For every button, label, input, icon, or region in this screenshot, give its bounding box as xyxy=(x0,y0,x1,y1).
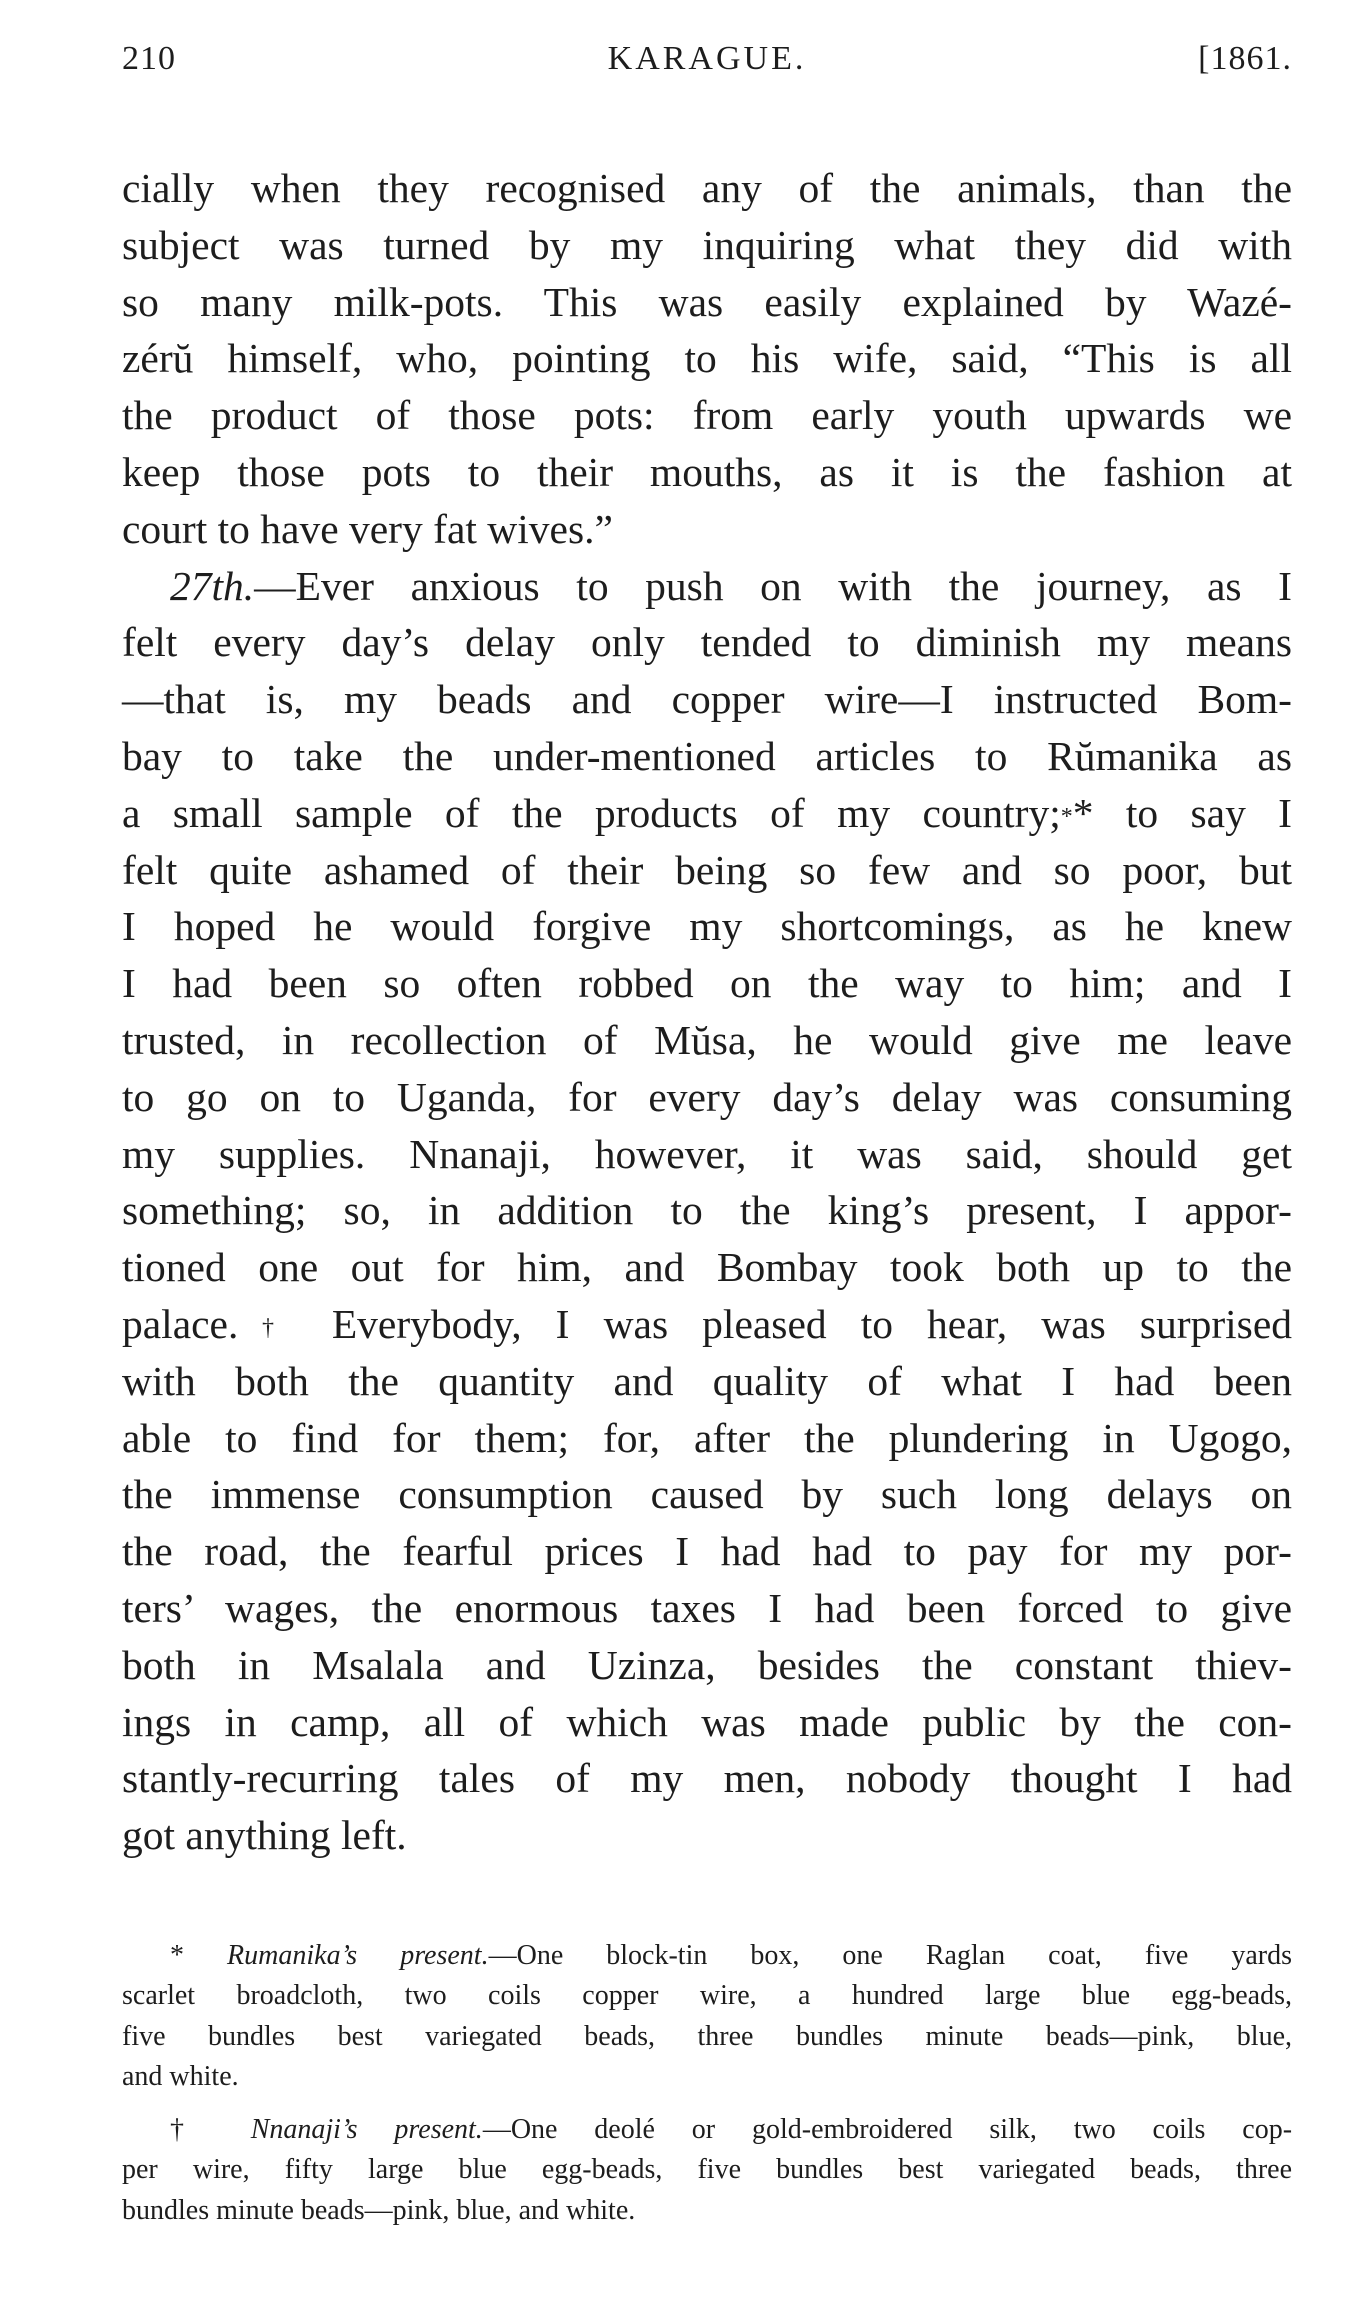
text-line: trusted, in recollection of Mŭsa, he would give me leave xyxy=(122,1016,1292,1063)
text-segment: palace. xyxy=(122,1300,239,1347)
text-line: subject was turned by my inquiring what they did with xyxy=(122,221,1292,268)
footnote-gap xyxy=(122,2098,1292,2110)
text-line: court to have very fat wives.” xyxy=(122,505,613,552)
text-line: so many milk-pots. This was easily explained by Wazé- xyxy=(122,278,1292,325)
text-line: —that is, my beads and copper wire—I instructed Bom- xyxy=(122,676,1292,723)
footnote-line: scarlet broadcloth, two coils copper wire, a hundred large blue egg-beads, xyxy=(122,1980,1292,2012)
footnote-mark: * xyxy=(170,1939,184,1971)
text-line xyxy=(122,558,1292,615)
footnote-text: —One block-tin box, one Raglan coat, five yards xyxy=(488,1939,1293,1971)
entry-date: 27th. xyxy=(170,562,255,609)
text-line: I hoped he would forgive my shortcomings, as he knew xyxy=(122,903,1292,950)
footnote-line xyxy=(122,2110,1292,2151)
text-line: to go on to Uganda, for every day’s delay was consuming xyxy=(122,1073,1292,1120)
footnote-ref-dagger: † xyxy=(238,1314,298,1341)
footnote-line xyxy=(122,1936,1292,1977)
body-text xyxy=(122,160,1292,1864)
text-line: felt every day’s delay only tended to diminish my means xyxy=(122,619,1292,666)
text-line xyxy=(122,1296,1292,1353)
dated-entry-line: 27th.—Ever anxious to push on with the journey, as I xyxy=(170,562,1292,609)
text-line: both in Msalala and Uzinza, besides the constant thiev- xyxy=(122,1641,1292,1688)
footnote-title: Rumanika’s present. xyxy=(227,1939,489,1971)
footnote-title: Nnanaji’s present. xyxy=(250,2113,483,2145)
running-year: [1861. xyxy=(1198,40,1292,77)
text-line: the immense consumption caused by such long delays on xyxy=(122,1471,1292,1518)
running-title: KARAGUE. xyxy=(607,40,807,77)
text-line xyxy=(122,785,1292,842)
text-segment: * to say I xyxy=(1072,789,1293,836)
text-line: I had been so often robbed on the way to him; and I xyxy=(122,960,1292,1007)
text-line: got anything left. xyxy=(122,1812,407,1859)
text-line: ters’ wages, the enormous taxes I had been forced to give xyxy=(122,1584,1292,1631)
footnote-1 xyxy=(122,1936,1292,2098)
paragraph-1 xyxy=(122,160,1292,558)
text-line: zérŭ himself, who, pointing to his wife, said, “This is all xyxy=(122,335,1292,382)
text-segment: Everybody, I was pleased to hear, was surprised xyxy=(297,1300,1293,1347)
text-line: able to find for them; for, after the plundering in Ugogo, xyxy=(122,1414,1292,1461)
text-line: something; so, in addition to the king’s present, I appor- xyxy=(122,1187,1292,1234)
text-line: my supplies. Nnanaji, however, it was said, should get xyxy=(122,1130,1292,1177)
footnote-ref-star: * xyxy=(1060,803,1073,830)
footnote-line: bundles minute beads—pink, blue, and white. xyxy=(122,2194,636,2226)
footnotes xyxy=(122,1936,1292,2232)
text-line: tioned one out for him, and Bombay took both up to the xyxy=(122,1244,1292,1291)
footnote-text: —One deolé or gold-embroidered silk, two coils cop- xyxy=(482,2113,1293,2145)
book-page xyxy=(122,40,1292,2231)
footnote-line: five bundles best variegated beads, three bundles minute beads—pink, blue, xyxy=(122,2020,1292,2052)
text-line: ings in camp, all of which was made public by the con- xyxy=(122,1698,1292,1745)
text-line: the product of those pots: from early youth upwards we xyxy=(122,392,1292,439)
running-head xyxy=(122,40,1292,92)
footnote-mark: † xyxy=(170,2113,214,2145)
text-line: the road, the fearful prices I had had to pay for my por- xyxy=(122,1528,1292,1575)
footnote-line: and white. xyxy=(122,2061,239,2093)
footnote-line: per wire, fifty large blue egg-beads, five bundles best variegated beads, three xyxy=(122,2154,1292,2186)
text-line: bay to take the under-mentioned articles to Rŭmanika as xyxy=(122,732,1292,779)
page-number: 210 xyxy=(122,40,176,77)
text-line: cially when they recognised any of the animals, than the xyxy=(122,165,1292,211)
text-line: with both the quantity and quality of what I had been xyxy=(122,1357,1292,1404)
text-line: stantly-recurring tales of my men, nobody thought I had xyxy=(122,1755,1292,1802)
text-segment: a small sample of the products of my country; xyxy=(122,789,1061,836)
footnote-2 xyxy=(122,2110,1292,2232)
text-line: felt quite ashamed of their being so few and so poor, but xyxy=(122,846,1292,893)
text-line: keep those pots to their mouths, as it is the fashion at xyxy=(122,448,1292,495)
paragraph-2 xyxy=(122,558,1292,1864)
